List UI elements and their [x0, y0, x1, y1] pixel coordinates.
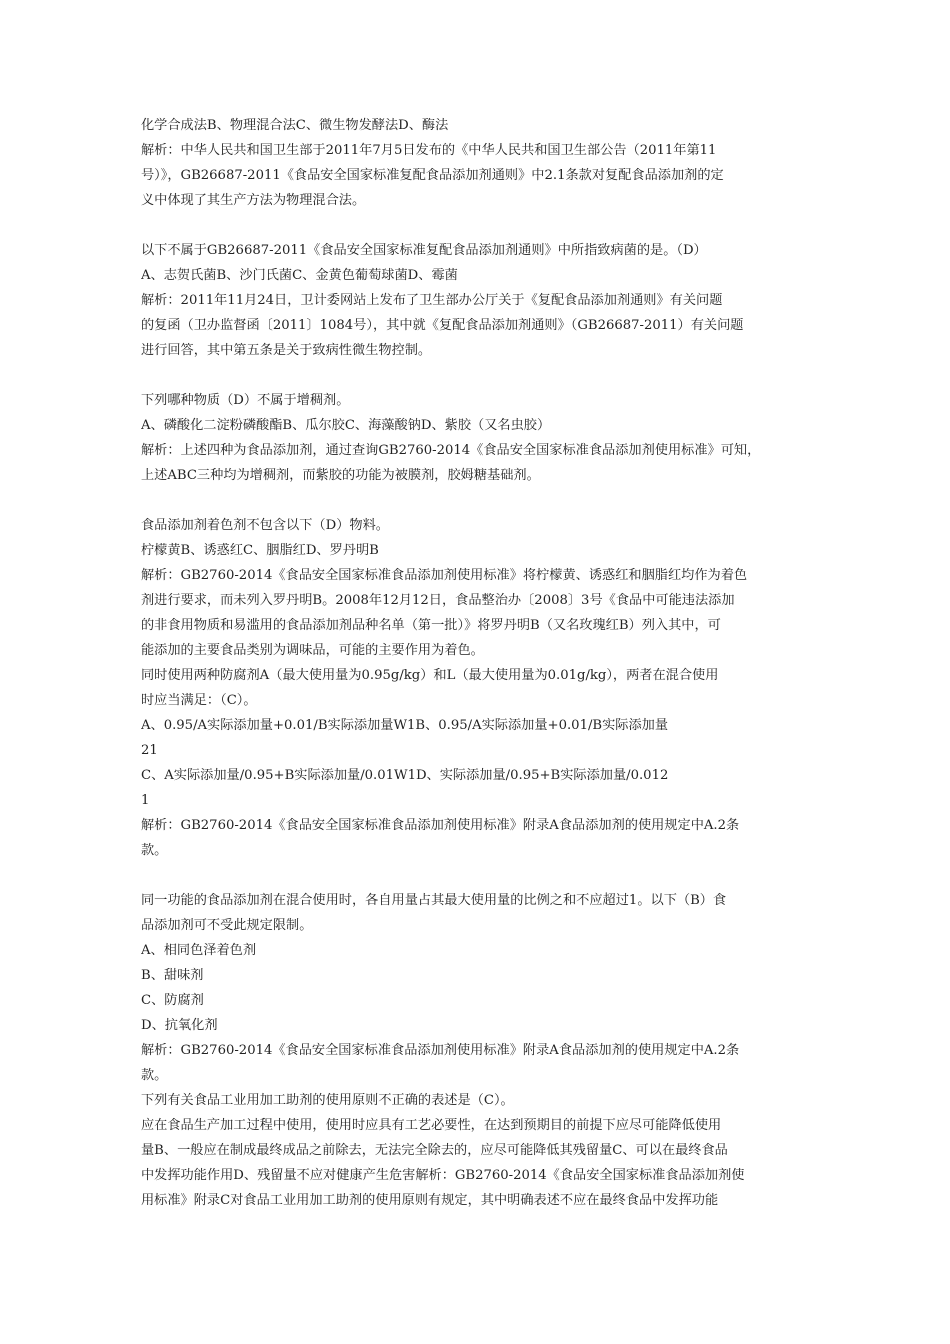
text-line: 下列哪种物质（D）不属于增稠剂。: [141, 393, 350, 408]
text-line: 义中体现了其生产方法为物理混合法。: [141, 193, 366, 208]
text-line: D、抗氧化剂: [141, 1018, 218, 1033]
text-line: 解析：GB2760-2014《食品安全国家标准食品添加剂使用标准》将柠檬黄、诱惑红和胭脂红均作为着色: [141, 568, 748, 583]
text-line: 解析：2011年11月24日，卫计委网站上发布了卫生部办公厅关于《复配食品添加剂通则》有关问题: [141, 293, 723, 308]
text-line: A、0.95/A实际添加量+0.01/B实际添加量W1B、0.95/A实际添加量+0.01/B实际添加量: [141, 718, 669, 733]
text-line: 以下不属于GB26687-2011《食品安全国家标准复配食品添加剂通则》中所指致病菌的是。（D）: [141, 243, 707, 258]
paragraph-gap: [141, 863, 821, 888]
text-line: 应在食品生产加工过程中使用，使用时应具有工艺必要性，在达到预期目的前提下应尽可能降低使用: [141, 1118, 722, 1133]
paragraph-gap: [141, 363, 821, 388]
text-line: 同一功能的食品添加剂在混合使用时，各自用量占其最大使用量的比例之和不应超过1。以下（B）食: [141, 893, 727, 908]
text-line: 用标准》附录C对食品工业用加工助剂的使用原则有规定，其中明确表述不应在最终食品中发挥功能: [141, 1193, 719, 1208]
paragraph-gap: [141, 213, 821, 238]
text-line: 的复函（卫办监督函〔2011〕1084号），其中就《复配食品添加剂通则》（GB26687-2011）有关问题: [141, 318, 744, 333]
document-body: [141, 113, 821, 1213]
text-line: 1: [141, 793, 150, 808]
text-line: 中发挥功能作用D、残留量不应对健康产生危害解析：GB2760-2014《食品安全国家标准食品添加剂使: [141, 1168, 745, 1183]
text-line: A、志贺氏菌B、沙门氏菌C、金黄色葡萄球菌D、霉菌: [141, 268, 458, 283]
text-line: 能添加的主要食品类别为调味品，可能的主要作用为着色。: [141, 643, 484, 658]
text-line: 解析：中华人民共和国卫生部于2011年7月5日发布的《中华人民共和国卫生部公告（2011年第11: [141, 143, 717, 158]
text-line: A、磷酸化二淀粉磷酸酯B、瓜尔胶C、海藻酸钠D、紫胶（又名虫胶）: [141, 418, 551, 433]
text-line: 21: [141, 743, 158, 758]
text-line: 时应当满足：（C）。: [141, 693, 257, 708]
text-line: 同时使用两种防腐剂A（最大使用量为0.95g/kg）和L（最大使用量为0.01g/kg），两者在混合使用: [141, 668, 719, 683]
text-line: 进行回答，其中第五条是关于致病性微生物控制。: [141, 343, 432, 358]
text-line: 量B、一般应在制成最终成品之前除去，无法完全除去的，应尽可能降低其残留量C、可以在最终食品: [141, 1143, 728, 1158]
text-line: 解析：GB2760-2014《食品安全国家标准食品添加剂使用标准》附录A食品添加剂的使用规定中A.2条: [141, 818, 740, 833]
text-line: 下列有关食品工业用加工助剂的使用原则不正确的表述是（C）。: [141, 1093, 514, 1108]
text-line: A、相同色泽着色剂: [141, 943, 257, 958]
text-line: 号）》，GB26687-2011《食品安全国家标准复配食品添加剂通则》中2.1条款对复配食品添加剂的定: [141, 168, 724, 183]
text-line: C、A实际添加量/0.95+B实际添加量/0.01W1D、实际添加量/0.95+B实际添加量/0.012: [141, 768, 669, 783]
text-line: 食品添加剂着色剂不包含以下（D）物料。: [141, 518, 389, 533]
text-line: 解析：GB2760-2014《食品安全国家标准食品添加剂使用标准》附录A食品添加剂的使用规定中A.2条: [141, 1043, 740, 1058]
text-line: 款。: [141, 843, 168, 858]
text-line: 上述ABC三种均为增稠剂，而紫胶的功能为被膜剂，胶姆糖基础剂。: [141, 468, 540, 483]
text-line: 的非食用物质和易滥用的食品添加剂品种名单（第一批）》将罗丹明B（又名玫瑰红B）列入其中，可: [141, 618, 721, 633]
text-line: 化学合成法B、物理混合法C、微生物发酵法D、酶法: [141, 118, 449, 133]
paragraph-gap: [141, 488, 821, 513]
text-line: C、防腐剂: [141, 993, 204, 1008]
text-line: 品添加剂可不受此规定限制。: [141, 918, 313, 933]
text-line: 款。: [141, 1068, 168, 1083]
text-line: 剂进行要求，而未列入罗丹明B。2008年12月12日，食品整治办〔2008〕3号《食品中可能违法添加: [141, 593, 735, 608]
text-line: 柠檬黄B、诱惑红C、胭脂红D、罗丹明B: [141, 543, 379, 558]
text-line: 解析：上述四种为食品添加剂，通过查询GB2760-2014《食品安全国家标准食品添加剂使用标准》可知，: [141, 443, 761, 458]
text-line: B、甜味剂: [141, 968, 204, 983]
